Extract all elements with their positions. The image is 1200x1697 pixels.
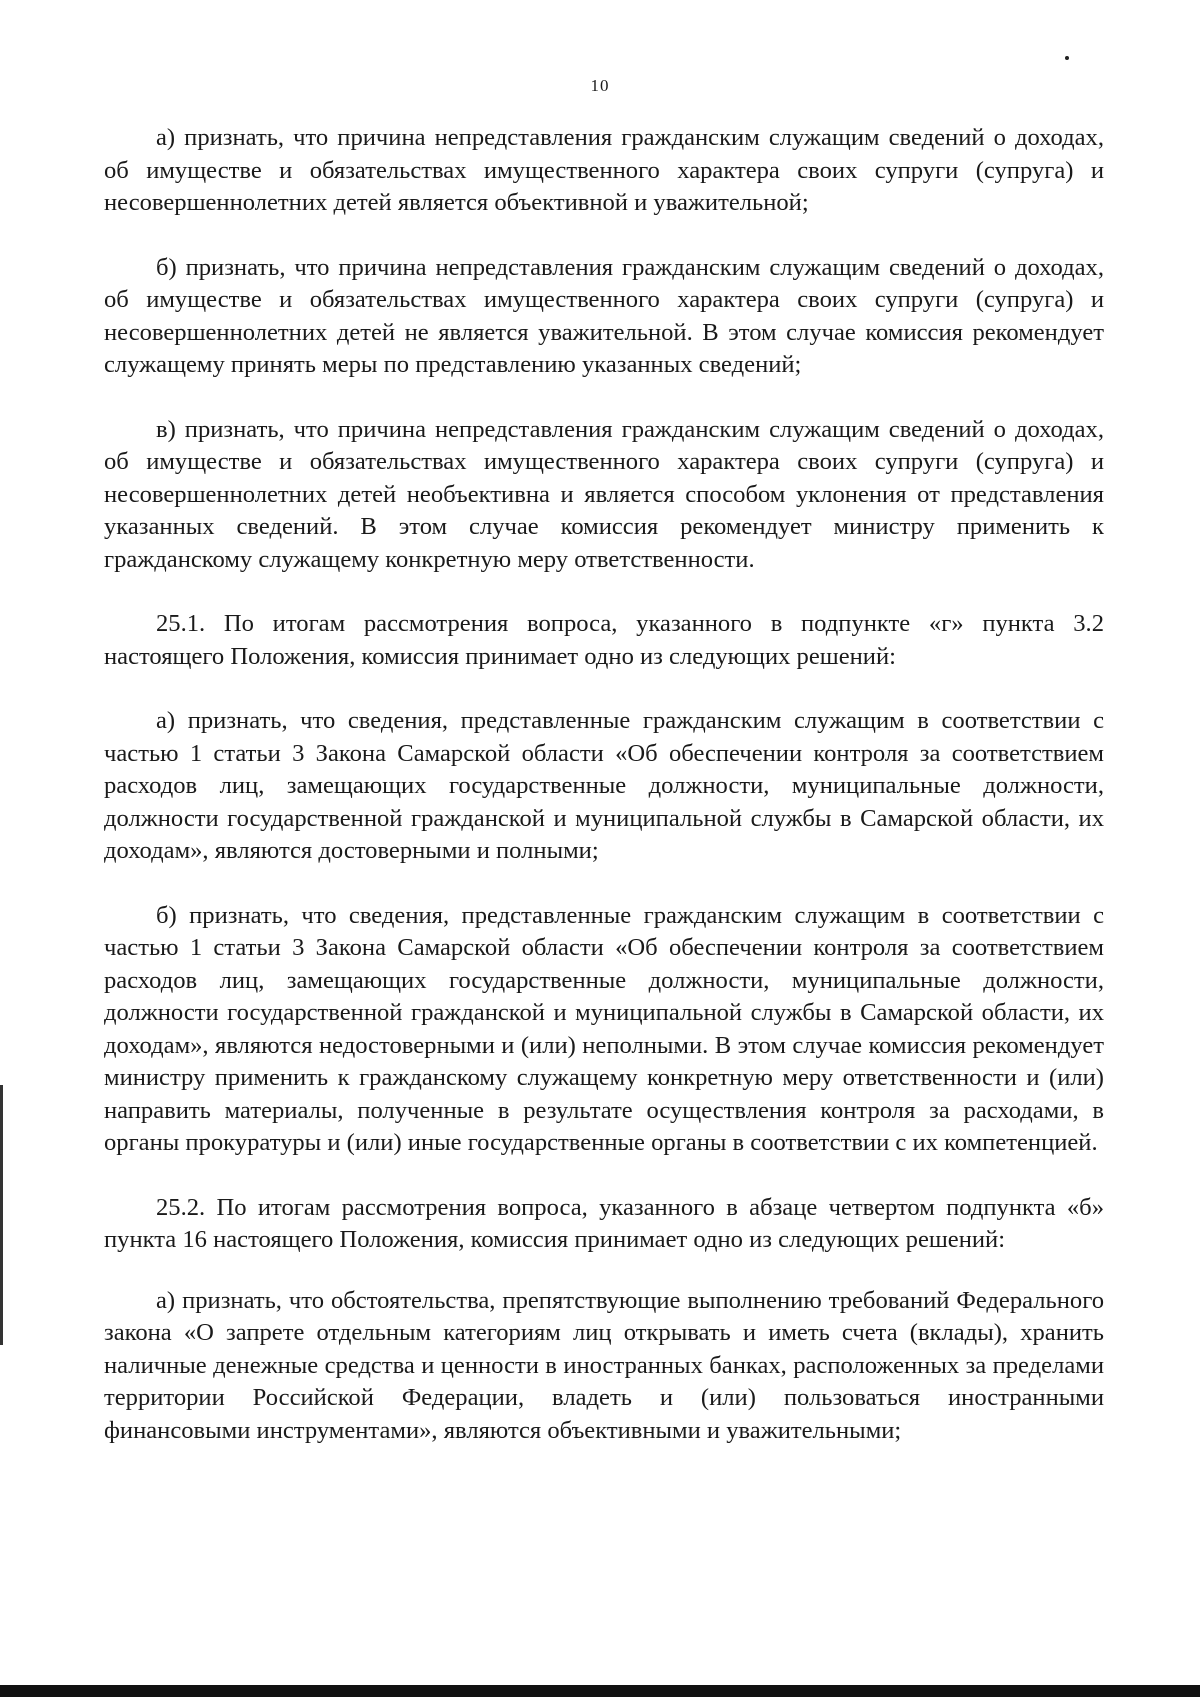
scan-left-edge — [0, 1085, 3, 1345]
paragraph-25-1: 25.1. По итогам рассмотрения вопроса, указанного в подпункте «г» пункта 3.2 настоящего Положения, комиссия принимает одно из следующих решений: — [104, 610, 1104, 670]
paragraph-a-objective: а) признать, что причина непредставления гражданским служащим сведений о доходах, об имуществе и обязательствах имущественного характера своих супруги (супруга) и несовершеннолетних детей является объективной и уважительной; — [104, 124, 1104, 216]
paragraph-25-1-b: б) признать, что сведения, представленные гражданским служащим в соответствии с частью 1 статьи 3 Закона Самарской области «Об обеспечении контроля за соответствием расходов лиц, замещающих государственные должности, муниципальные должности, должности государственной гражданской и муниципальной службы в Самарской области, их доходам», являются недостоверными и (или) неполными. В этом случае комиссия рекомендует министру применить к гражданскому служащему конкретную меру ответственности и (или) направить материалы, полученные в результате осуществления контроля за расходами, в органы прокуратуры и (или) иные государственные органы в соответствии с их компетенцией. — [104, 901, 1104, 1156]
document-body — [104, 122, 1104, 1479]
paragraph-25-1-a: а) признать, что сведения, представленные гражданским служащим в соответствии с частью 1 статьи 3 Закона Самарской области «Об обеспечении контроля за соответствием расходов лиц, замещающих государственные должности, муниципальные должности, должности государственной гражданской и муниципальной службы в Самарской области, их доходам», являются достоверными и полными; — [104, 707, 1104, 864]
scan-speck — [1065, 56, 1069, 60]
paragraph-b-not-valid: б) признать, что причина непредставления гражданским служащим сведений о доходах, об имуществе и обязательствах имущественного характера своих супруги (супруга) и несовершеннолетних детей не является уважительной. В этом случае комиссия рекомендует служащему принять меры по представлению указанных сведений; — [104, 253, 1104, 378]
paragraph-v-evasion: в) признать, что причина непредставления гражданским служащим сведений о доходах, об имуществе и обязательствах имущественного характера своих супруги (супруга) и несовершеннолетних детей необъективна и является способом уклонения от представления указанных сведений. В этом случае комиссия рекомендует министру применить к гражданскому служащему конкретную меру ответственности. — [104, 415, 1104, 573]
scan-bottom-edge — [0, 1685, 1200, 1697]
paragraph-25-2: 25.2. По итогам рассмотрения вопроса, указанного в абзаце четвертом подпункта «б» пункта 16 настоящего Положения, комиссия принимает одно из следующих решений: — [104, 1193, 1104, 1253]
page-number: 10 — [590, 76, 610, 95]
paragraph-25-2-a: а) признать, что обстоятельства, препятствующие выполнению требований Федерального закона «О запрете отдельным категориям лиц открывать и иметь счета (вклады), хранить наличные денежные средства и ценности в иностранных банках, расположенных за пределами территории Российской Федерации, владеть и (или) пользоваться иностранными финансовыми инструментами», являются объективными и уважительными; — [104, 1286, 1104, 1444]
